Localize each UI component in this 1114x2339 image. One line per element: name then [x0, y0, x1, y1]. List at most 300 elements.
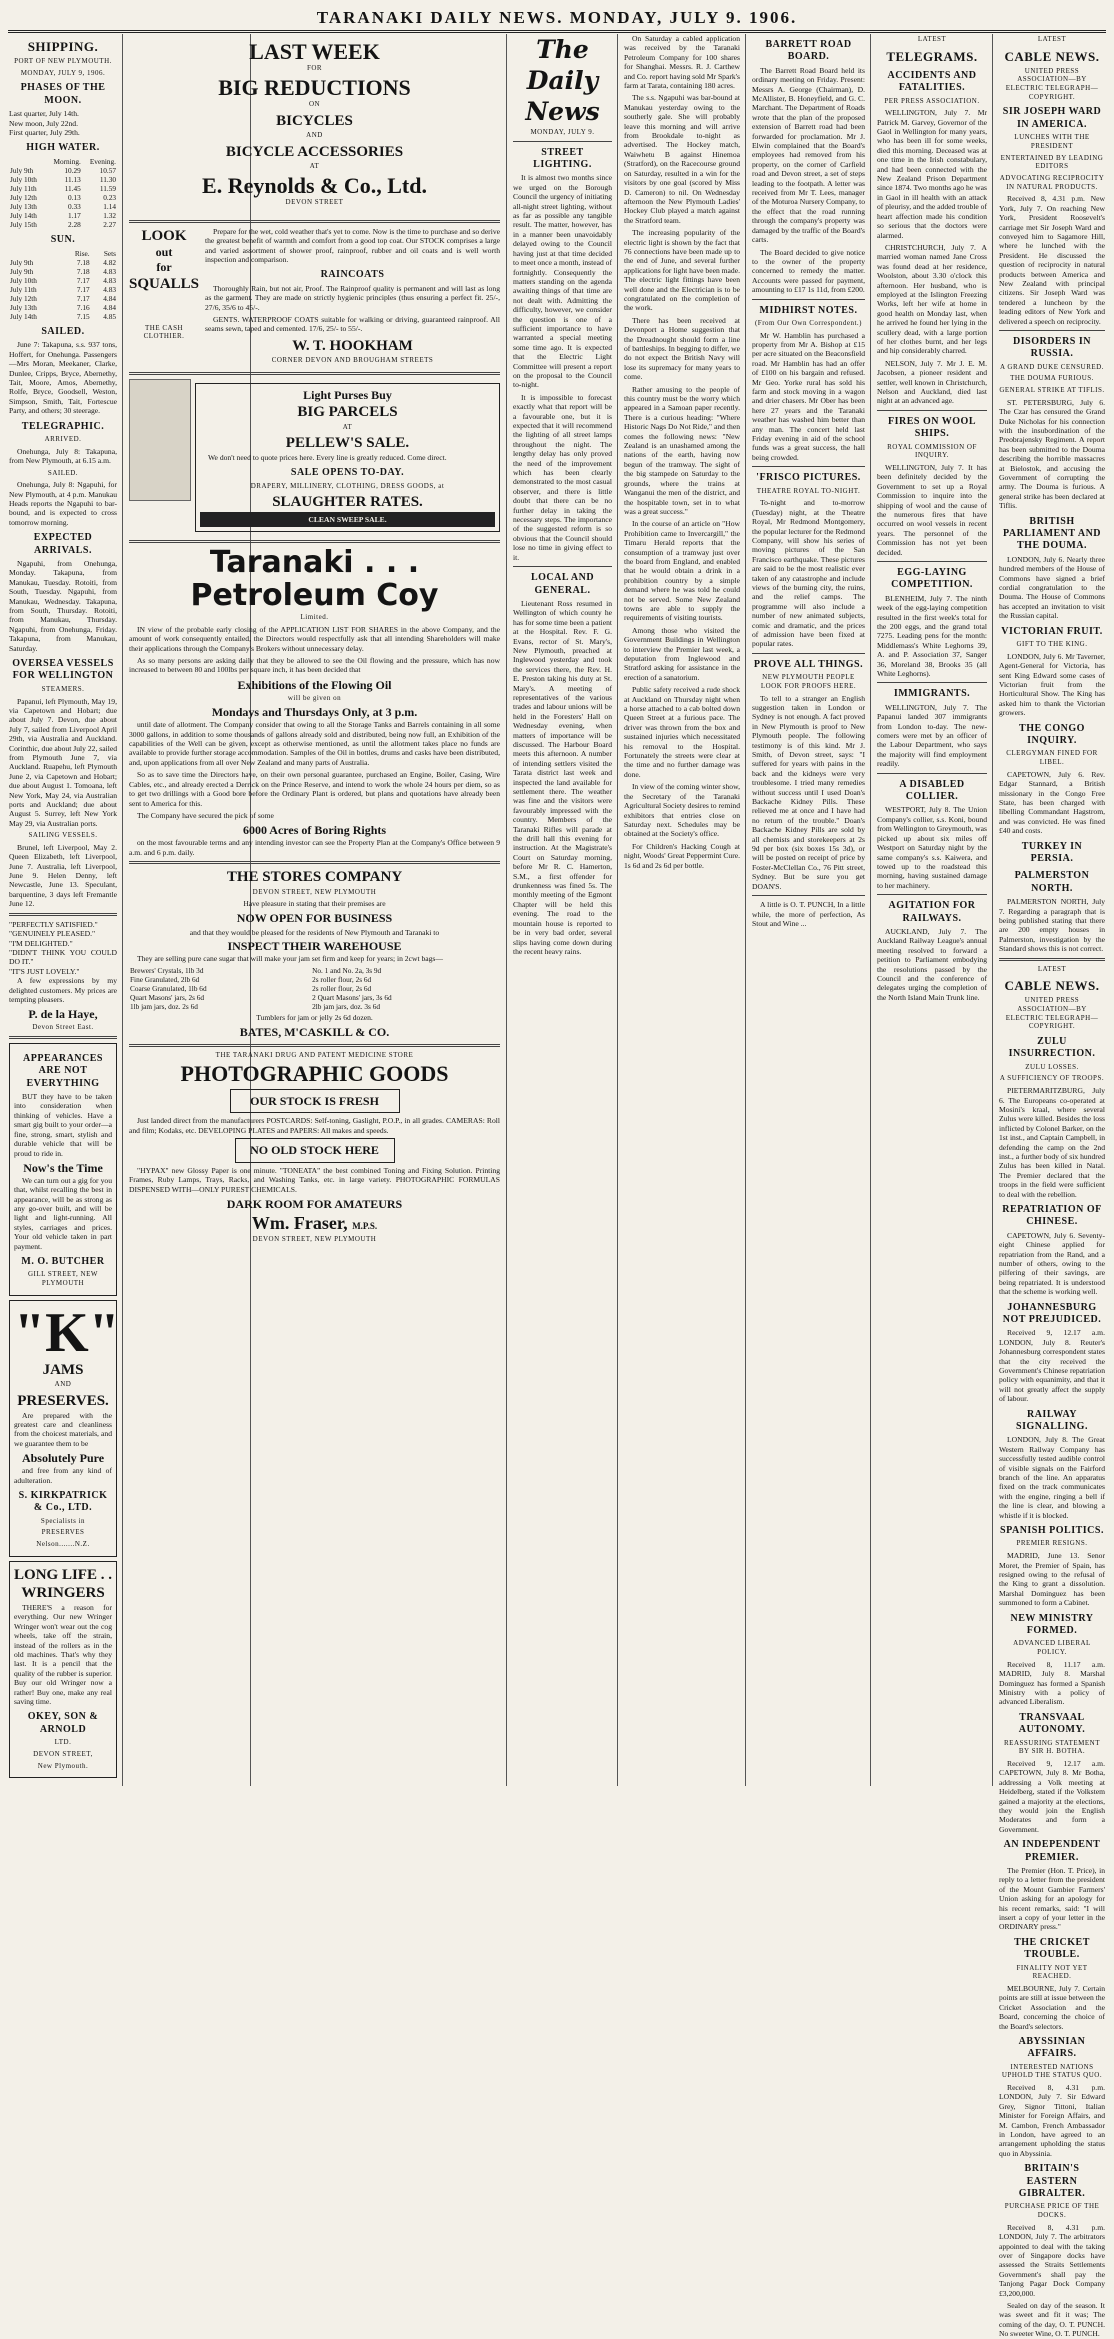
- text-block: July 13th: [10, 202, 37, 212]
- text-block: FIRES ON WOOL SHIPS.: [888, 415, 976, 440]
- column-local: [619, 34, 745, 1786]
- text-block: LATEST: [917, 35, 947, 43]
- telegrams-title: TELEGRAMS.: [886, 48, 978, 64]
- text-block: July 9th: [10, 266, 34, 276]
- text-block: OUR STOCK IS FRESH: [230, 1089, 400, 1114]
- text-block: THE CONGO INQUIRY.: [1019, 722, 1085, 746]
- text-block: As so many persons are asking daily that they be allowed to see the Oil flowing and the pressure, which has now increased to between 80 and 100lbs per square inch, it has been decided that: [129, 656, 500, 675]
- editorial-date: MONDAY, JULY 9.: [530, 128, 595, 136]
- text-block: on the most favourable terms and any intending investor can see the Property Plan at the Company's Office between 9 a.m. and 6 p.m. daily.: [129, 838, 500, 857]
- text-block: New Plymouth.: [37, 1761, 89, 1770]
- table-row: [9, 166, 117, 175]
- text-block: PIETERMARITZBURG, July 6. The Europeans co-operated at Mosini's kraal, where several Zulus were killed. Besides the loss inflicted by Colonel Barker, on the 1st inst., and Captain Campbell, in defending the camp on the 2nd inst., a further body of six hundred Zulus has been killed in Natal. The Premier declared that the troops in the field were sufficient to deal with the rebellion.: [999, 1086, 1105, 1199]
- text-block: Received 8, 11.17 a.m. MADRID, July 8. Marshal Dominguez has formed a Spanish Ministry with a policy of advanced Liberalism.: [999, 1659, 1105, 1707]
- sun-title: SUN.: [50, 234, 76, 246]
- text-block: 4.83: [103, 275, 116, 285]
- text-block: APPEARANCES ARE NOT EVERYTHING: [23, 1052, 103, 1089]
- text-block: July 11th: [10, 183, 37, 193]
- steamers-title: STEAMERS.: [41, 684, 85, 693]
- text-block: [9, 157, 45, 166]
- text-block: will be given on: [287, 693, 342, 702]
- text-block: LUNCHES WITH THE PRESIDENT: [1014, 133, 1090, 150]
- news-paragraph: On Saturday a cabled application was received by the Taranaki Petroleum Company for 100 shares for Shanghai. Messrs. R. J. Carthew and Co. report having sold Mr Spark's farm at Tarata, containing 180 acres.: [624, 34, 740, 91]
- expected-text: Ngapuhi, from Onehunga, Monday. Takapuna, from Manukau, Tuesday. Rotoiti, from South, Tuesday. Ngapuhi, from Manukau, Wednesday. Takapuna, from South, Thursday. Rotoiti, from Manukau, Thursday. Ngapuhi, from Onehunga, Friday. Takapuna, from Manukau, Saturday.: [9, 558, 117, 653]
- text-block: A little is O. T. PUNCH, In a little while, the more of perfection, As Stout and Wine ...: [752, 900, 865, 928]
- text-block: The Board decided to give notice to the owner of the property concerned to remedy the matter. Accounts were passed for payment, amounting to £17 1s 11d, from £200.: [752, 247, 865, 295]
- table-row: [129, 975, 500, 984]
- text-block: UNITED PRESS ASSOCIATION—BY ELECTRIC TELEGRAPH—COPYRIGHT.: [1005, 66, 1099, 101]
- barrett-title: BARRETT ROAD BOARD.: [765, 39, 852, 63]
- text-block: 7.17: [76, 275, 90, 285]
- text-block: PALMERSTON NORTH, July 7. Regarding a paragraph that is being published stating that there are 200 empty houses in Palmerston, investigation by the Standard shows this is not correct.: [999, 897, 1105, 954]
- text-block: E. Reynolds & Co., Ltd.: [202, 173, 427, 199]
- text-block: THERE'S a reason for everything. Our new Wringer Wringer won't wear out the cog wheels, take off the strain, instead of the rollers as in the old machines. That's why they last. It is a pencil that the quality of the rubber is superior. Buy our old Wringer now a rather! Buy one, make any real saving time.: [14, 1602, 112, 1706]
- text-block: REPATRIATION OF CHINESE.: [1002, 1204, 1102, 1228]
- text-block: LONDON, July 6. Nearly three hundred members of the House of Commons have signed a brief cordial congratulation to the Douma. The House of Commons has accepted an invitation to visit the Russian capital.: [999, 554, 1105, 621]
- column-barrett: [747, 34, 870, 1786]
- text-block: ADVOCATING RECIPROCITY IN NATURAL PRODUCTS.: [999, 173, 1105, 191]
- text-block: TURKEY IN PERSIA.: [1021, 840, 1083, 864]
- masthead-rule: [8, 30, 1106, 33]
- text-block: Received 8, 4.31 p.m. New York, July 7. On reaching New York, President Roosevelt's carriage met Sir Joseph Ward and conveyed him to Sagamore Hill, where he lunched with the President. He discussed the question of reciprocity in natural products between America and New Zealand with principal citizens. Sir Joseph Ward was tendered a luncheon by the leading editors of New York and delivered a speech on reciprocity.: [999, 194, 1105, 326]
- text-block: JAMS: [42, 1361, 84, 1378]
- table-row: [129, 993, 500, 1002]
- news-paragraph: The increasing popularity of the electric light is shown by the fact that 76 connections have been made up to the end of June, and several further applications for light have been made. The electric light fittings have been well done and the Electrician is to be congratulated on the completion of the work.: [624, 228, 740, 313]
- text-block: NEW PLYMOUTH PEOPLE LOOK FOR PROOFS HERE.: [760, 673, 857, 690]
- text-block: DISORDERS IN RUSSIA.: [1013, 335, 1091, 360]
- table-row: [129, 984, 500, 993]
- text-block: July 11th: [10, 284, 37, 294]
- text-block: IMMIGRANTS.: [893, 688, 971, 700]
- text-block: 4.82: [103, 257, 116, 267]
- table-row: [9, 312, 117, 321]
- moon-phase: Last quarter, July 14th.: [9, 109, 79, 119]
- text-block: PURCHASE PRICE OF THE DOCKS.: [1004, 2202, 1100, 2220]
- text-block: 4.84: [103, 302, 116, 312]
- text-block: "GENUINELY PLEASED.": [9, 929, 96, 939]
- text-block: July 9th: [10, 257, 34, 267]
- text-block: DEVON STREET,: [33, 1749, 93, 1758]
- text-block: We can turn out a gig for you that, whilst recalling the best in appearance, will be as strong as any go-over built, and will be light and light-running. All styles, carriages and prices. Your old vehicle taken in part payment.: [14, 1175, 112, 1251]
- text-block: WELLINGTON, July 7. It has been definitely decided by the Government to set up a Royal Commission to inquire into the shipping of wool and the cause of the numerous fires that have occurred on wool vessels in recent years. The personnel of the Commission has not yet been decided.: [877, 462, 987, 557]
- arrived-text: Onehunga, July 8: Takapuna, from New Plymouth, at 6.15 a.m.: [9, 446, 117, 466]
- text-block: ST. PETERSBURG, July 6. The Czar has censured the Grand Duke Nicholas for his connection with the insubordination of the Preobrajensky Regiment. A report has been submitted to the Douma describing the horrible massacres at Bielostok, and accusing the Government of corrupting the army. The Douma is furious. A general strike has been declared at Tiflis.: [999, 397, 1105, 511]
- text-block: Received 9, 12.17 a.m. CAPETOWN, July 8. Mr Botha, addressing a Volk meeting at Heidelberg, stated if the Volkstem gained a majority at the elections, they would join the English Moderates and form a Government.: [999, 1758, 1105, 1834]
- frisco-title: 'FRISCO PICTURES.: [756, 472, 861, 484]
- text-block: WESTPORT, July 8. The Union Company's collier, s.s. Koni, bound from Wellington to Greymouth, was picked up about six miles off Westport on Saturday night by the same company's s.s. Kaiwera, and towed up to the roadstead this morning, having sustained damage to her machinery.: [877, 805, 987, 890]
- text-block: 7.15: [76, 311, 90, 321]
- table-row: [9, 211, 117, 220]
- text-block: Petroleum Coy: [190, 577, 439, 613]
- text-block: Nelson.......N.Z.: [36, 1540, 90, 1549]
- text-block: BATES, M'CASKILL & CO.: [239, 1024, 390, 1039]
- news-paragraph: There has been received at Devonport a Home suggestion that the Dreadnought should form a line of battleships. In begging to differ, we do not expect the British Navy will lose its supremacy for many years to come.: [624, 315, 740, 382]
- sailed-text: June 7: Takapuna, s.s. 937 tons, Hoffert, for Onehunga. Passengers—Mrs Moran, Meekaner, Clarke, Dunlee, Cripps, Bryce, Abernethy, Tait, Moore, Amos, Abernethy, Rolfe, Bryce, Goodsell, Weston, Simpson, Smith, Tait, Fortescue Party, and others; 30 steerage.: [9, 340, 117, 416]
- shipping-title: SHIPPING.: [27, 39, 99, 54]
- text-block: THE STORES COMPANY: [226, 869, 403, 885]
- expected-title: EXPECTED ARRIVALS.: [33, 532, 93, 556]
- text-block: REASSURING STATEMENT BY SIR H. BOTHA.: [1004, 1738, 1100, 1756]
- sailing-text: Brunel, left Liverpool, May 2. Queen Elizabeth, left Liverpool, June 7. Australia, left Liverpool, June 9. Helen Denny, left Newcastle, June 13. Speculant, barquentine, 3 days left Fremantle June 12.: [9, 842, 117, 909]
- text-block: NO OLD STOCK HERE: [235, 1138, 395, 1163]
- text-block: RAILWAY SIGNALLING.: [1016, 1408, 1088, 1433]
- text-block: BLENHEIM, July 7. The ninth week of the egg-laying competition resulted in the first week's total for the 200 eggs, and the grand total 7275. Leading pens for the month: Middlemass's White Leghorns 39, A. and P. Association 37, Sanger 36, Moreland 38, Brooks 35 (all White Leghorns).: [877, 593, 987, 679]
- text-block: 4.83: [103, 266, 116, 276]
- text-block: for: [156, 260, 172, 275]
- text-block: ZULU LOSSES.: [1025, 1062, 1079, 1071]
- telegraphic-title: TELEGRAPHIC.: [21, 420, 105, 432]
- text-block: Quart Masons' jars, 2s 6d: [130, 993, 205, 1003]
- text-block: Rise.: [74, 248, 90, 258]
- text-block: 11.45: [64, 183, 81, 193]
- text-block: ACCIDENTS AND FATALITIES.: [887, 69, 977, 94]
- text-block: "DIDN'T THINK YOU COULD DO IT.": [9, 947, 117, 967]
- stores-price-table: [129, 966, 500, 1011]
- prove-title: PROVE ALL THINGS.: [753, 658, 864, 670]
- text-block: July 13th: [10, 302, 37, 312]
- column-rule: [745, 34, 746, 1786]
- text-block: No. 1 and No. 2a, 3s 9d: [312, 966, 382, 976]
- photographic-ad: [129, 1051, 500, 1244]
- text-block: July 15th: [10, 220, 37, 230]
- high-water-table: [9, 157, 117, 229]
- text-block: A GRAND DUKE CENSURED.: [1000, 362, 1104, 371]
- text-block: LOOK: [141, 227, 187, 244]
- text-block: 11.13: [64, 174, 81, 184]
- news-paragraph: Public safety received a rude shock at Auckland on Thursday night when a horse attached to a cab bolted down Queen Street at a furious pace. The driver was thrown from the box and sustained injuries which necessitated his removal to the Hospital. Fortunately the streets were clear at the time and no further damage was done.: [624, 685, 740, 779]
- table-row: [9, 258, 117, 267]
- text-block: AND: [306, 131, 323, 140]
- table-row: [9, 220, 117, 229]
- text-block: M. O. BUTCHER: [21, 1256, 105, 1268]
- text-block: PRESERVES: [41, 1528, 85, 1537]
- port-name: PORT OF NEW PLYMOUTH.: [14, 57, 112, 66]
- text-block: M.P.S.: [352, 1221, 378, 1232]
- text-block: SPANISH POLITICS.: [1000, 1525, 1104, 1537]
- news-paragraph: For Children's Hacking Cough at night, Woods' Great Peppermint Cure. 1s 6d and 2s 6d per bottle.: [624, 841, 740, 870]
- text-block: ZULU INSURRECTION.: [1008, 1036, 1096, 1060]
- text-block: Devon Street East.: [32, 1023, 94, 1032]
- text-block: GENTS. WATERPROOF COATS suitable for walking or driving, guaranteed rainproof. All seams sewn, taped and cemented. 17/6, 25/- to 55/-.: [205, 315, 500, 334]
- text-block: Coarse Granulated, 1lb 6d: [130, 984, 207, 994]
- text-block: Brewers' Crystals, 1lb 3d: [130, 966, 204, 976]
- text-block: AGITATION FOR RAILWAYS.: [888, 900, 976, 924]
- news-paragraph: Among those who visited the Government Buildings in Wellington to interview the Premier last week, a deputation from Inglewood and Stratford asking for assistance in the erection of a sanatorium.: [624, 625, 740, 682]
- column-cable-news: [994, 34, 1110, 2339]
- pellew-ad: [129, 379, 500, 536]
- text-block: Received 8, 4.31 p.m. LONDON, July 7. Sir Edward Grey, Signor Tittoni, Italian Minister for Foreign Affairs, and M. Cambon, French Ambassador in London, have agreed to an arrangement upholding the status quo in Abyssinia.: [999, 2083, 1105, 2158]
- text-block: THE CRICKET TROUBLE.: [1014, 1936, 1090, 1961]
- haye-ad: [9, 920, 117, 1032]
- text-block: Prepare for the wet, cold weather that's yet to come. Now is the time to purchase and so derive the greatest benefit of warmth and comfort from a good top coat. Our STOCK comprises a large and varied assortment of shower proof, rainproof, rubber and oil coats and is well worth inspection and comparison.: [205, 226, 500, 265]
- column-rule: [617, 34, 618, 1786]
- news-paragraph: In view of the coming winter show, the Secretary of the Taranaki Agricultural Society desires to remind exhibitors that entries close on Saturday next. Schedules may be obtained at the Society's office.: [624, 782, 740, 839]
- petroleum-ad: [129, 547, 500, 857]
- text-block: FOR: [306, 64, 323, 73]
- text-block: "I'M DELIGHTED.": [9, 938, 73, 948]
- text-block: They are selling pure cane sugar that will make your jam set firm and keep for years; in 2cwt bags—: [137, 953, 443, 963]
- news-paragraph: In the course of an article on "How Prohibition came to Invercargill," the Timaru Herald reports that the consumption of a tramway just over the board from England, and enabled that he would obtain a drink in a prohibition country by a simple demand where he was told he could not be served. Some New Zealand towns are able to supply the requirements of visiting tourists.: [624, 519, 740, 623]
- text-block: PRESERVES.: [17, 1393, 109, 1410]
- text-block: 4.84: [103, 293, 116, 303]
- text-block: Now's the Time: [23, 1160, 103, 1175]
- text-block: IN view of the probable early closing of the APPLICATION LIST FOR SHARES in the above Company, and the amount of work consequently entailed, the Directors would respectfully ask that all intending Shareholders will make their applications through the Company's Brokers without unnecessary delay.: [129, 624, 500, 653]
- text-block: WELLINGTON, July 7. Mr Patrick M. Garvey, Governor of the Gaol in Wellington for many years, who has been ill for some weeks, died this morning. Deceased was at one time in the Irish constabulary, and had been connected with the New Zealand Prison Department since 1874. Two months ago he was in Gaol in ill health with an attack of pleurisy, and the added trouble of heart affection made his condition so serious that the doctors were alarmed.: [877, 108, 987, 240]
- cable-news-title-2: CABLE NEWS.: [1004, 978, 1100, 994]
- sailed-title: SAILED.: [41, 325, 85, 337]
- text-block: AN INDEPENDENT PREMIER.: [1003, 1839, 1101, 1863]
- text-block: NOW OPEN FOR BUSINESS: [236, 910, 393, 925]
- column-editorial: [508, 34, 617, 1786]
- text-block: 0.23: [103, 193, 116, 203]
- text-block: [9, 249, 61, 258]
- text-block: Exhibitions of the Flowing Oil: [237, 677, 392, 692]
- text-block: RAINCOATS: [320, 269, 385, 281]
- table-row: [9, 193, 117, 202]
- text-block: 1.14: [103, 202, 116, 212]
- text-block: THEATRE ROYAL TO-NIGHT.: [756, 486, 861, 495]
- text-block: Wm. Fraser,: [251, 1213, 348, 1234]
- text-block: PER PRESS ASSOCIATION.: [884, 96, 980, 105]
- text-block: "IT'S JUST LOVELY.": [9, 966, 80, 976]
- text-block: PALMERSTON NORTH.: [1014, 870, 1090, 894]
- text-block: BIG PARCELS: [297, 404, 398, 421]
- text-block: AND: [54, 1380, 72, 1389]
- text-block: "K": [14, 1301, 120, 1364]
- text-block: LONG LIFE . . WRINGERS: [14, 1566, 112, 1602]
- text-block: LONDON, July 8. The Great Western Railway Company has successfully tested audible control of visible signals on the Fairford branch of the line. An apparatus fixed on the track communicates with the engine, ringing a bell if the line is clear, and blowing a whistle if it is blocked.: [999, 1435, 1105, 1520]
- sailed2-text: Onehunga, July 8: Ngapuhi, for New Plymouth, at 4 p.m. Manukau Heads reports the Ngapuhi to bar-bound, and is expected to cross tomorrow morning.: [9, 480, 117, 527]
- text-block: Thoroughly Rain, but not air, Proof. The Rainproof quality is permanent and will last as long as the garment. They are made on strictly hygienic principles (thus ensuring a perfect fit. 25/-, 27/6, 35/6 to 45/-.: [205, 283, 500, 312]
- text-block: ADVANCED LIBERAL POLICY.: [1013, 1639, 1091, 1657]
- text-block: "PERFECTLY SATISFIED.": [9, 919, 98, 929]
- text-block: 2.28: [68, 220, 81, 230]
- text-block: A DISABLED COLLIER.: [899, 778, 965, 803]
- column-rule: [992, 34, 993, 1786]
- moon-title: PHASES OF THE MOON.: [20, 82, 106, 106]
- text-block: A SUFFICIENCY OF TROOPS.: [999, 1074, 1105, 1083]
- text-block: Morning.: [53, 156, 81, 166]
- text-block: 2s roller flour, 2s 6d: [312, 975, 372, 985]
- text-block: CLERGYMAN FINED FOR LIBEL.: [1006, 749, 1098, 767]
- text-block: THE TARANAKI DRUG AND PATENT MEDICINE STORE: [215, 1050, 414, 1059]
- high-water-title: HIGH WATER.: [26, 142, 100, 154]
- moon-phase: First quarter, July 29th.: [9, 128, 80, 138]
- table-row: [129, 966, 500, 975]
- local-general-text: Lieutenant Ross resumed in Wellington of which county he has for some time been a patient at the Hospital. Rev. F. G. Evans, rector of St. Mary's, New Plymouth, preached at Inglewood yesterday and took the services there, the Rev. H. E. Preston taking his duty at St. Mary's. A meeting of representatives of the various trades and labour unions will be held in the Foresters' Hall on Wednesday evening, when matters of importance will be discussed. The Harbour Board meets this afternoon. A number of intending settlers visited the Tarata district last week and inspected the land available for settlement there. The weather was fine and the visitors were favourably impressed with the country. Members of the Taranaki Rifles will parade at the drill hall this evening for instruction. At the Magistrate's Court on Saturday morning, before Mr R. C. Hamerton, S.M., a first offender for drunkenness was fined 5s. The monthly meeting of the Egmont Chapter will be held this evening. The road to the mountain house is reported to be in very bad order, several slips having come down during the recent heavy rains.: [513, 598, 612, 956]
- text-block: 10.57: [99, 165, 116, 175]
- text-block: S. KIRKPATRICK & Co., LTD.: [18, 1489, 108, 1514]
- butcher-ad: [9, 1043, 117, 1296]
- text-block: To-night and to-morrow (Tuesday) night, at the Theatre Royal, Mr Redmond Montgomery, the popular lecturer for the Redmond Company, will show his series of moving pictures of the San Francisco earthquake. These pictures are said to be the most realistic ever taken of any catastrophe and include views of the burning city, the ruins, and the relief camps. The programme will also include a number of new animated subjects, comic and dramatic, and the prices of admission have been fixed at popular rates.: [752, 498, 865, 649]
- text-block: 0.13: [68, 193, 81, 203]
- column-shipping: [4, 34, 122, 1786]
- text-block: BIG REDUCTIONS: [218, 74, 411, 100]
- text-block: BRITISH PARLIAMENT AND THE DOUMA.: [1002, 515, 1102, 552]
- text-block: INTERESTED NATIONS UPHOLD THE STATUS QUO.: [1001, 2062, 1103, 2080]
- text-block: ABYSSINIAN AFFAIRS.: [1018, 2035, 1086, 2060]
- text-block: Are prepared with the greatest care and cleanliness from the choicest materials, and we guarantee them to be: [14, 1410, 112, 1448]
- text-block: SIR JOSEPH WARD IN AMERICA.: [1002, 106, 1102, 130]
- text-block: MADRID, June 13. Senor Moret, the Premier of Spain, has resigned owing to the refusal of the King to grant a dissolution. Marshal Dominguez has been summoned to form a Cabinet.: [999, 1551, 1105, 1608]
- table-row: [129, 1002, 500, 1011]
- text-block: AUCKLAND, July 7. The Auckland Railway League's annual meeting resolved to forward a petition to Parliament embodying the resolutions passed by the Council and the conference of delegates urging the completion of the North Island Main Trunk line.: [877, 926, 987, 1002]
- text-block: PELLEW'S SALE.: [285, 435, 410, 452]
- news-paragraph: The s.s. Ngapuhi was bar-bound at Manukau yesterday owing to the southerly gale. She will probably leave this morning and will arrive from Brookdale to-night as advertised. The Hockey match, Waiwhetu B against Hinemoa (Stratford), on the Racecourse ground on Saturday, resulted in a win for the visitors by one goal (scored by Miss D. Cameron) to nil. On Wednesday afternoon the New Plymouth Ladies' Hockey Club played a match against the Stratford team.: [624, 93, 740, 225]
- text-block: 1lb jam jars, doz. 2s 6d: [130, 1002, 198, 1012]
- text-block: Limited.: [300, 613, 329, 622]
- editorial-paragraph: It is almost two months since we urged on the Borough Council the urgency of initiating all-night street lighting, without as far as possible any tangible result. The matter, however, has in a manner been unavoidably delayed owing to the Council having just at that time decided to meet once a month, instead of fortnightly. Consequently the matters standing on the agenda awaiting things of that time are not dealt with. Admitting the difficulty, however, we consider the question is one of a sufficient importance to have warranted a special meeting some time ago. It is expected that the Electric Light Committee will present a report on the proposal to the Council to-night.: [513, 173, 612, 390]
- cable-news-title: CABLE NEWS.: [1004, 48, 1100, 64]
- text-block: GILL STREET, NEW PLYMOUTH: [27, 1270, 98, 1288]
- text-block: 4.85: [103, 311, 116, 321]
- text-block: Sealed on day of the season. It was sweet and fit it was; The coming of the day, O. T. PUNCH. No sweeter Wine, O. T. PUNCH.: [999, 2301, 1105, 2339]
- text-block: 2 Quart Masons' jars, 3s 6d: [312, 993, 392, 1003]
- text-block: GIFT TO THE KING.: [1016, 640, 1088, 649]
- masthead: TARANAKI DAILY NEWS. MONDAY, JULY 9. 1906.: [316, 8, 798, 27]
- text-block: 7.16: [76, 302, 90, 312]
- text-block: Mondays and Thursdays Only, at 3 p.m.: [211, 705, 418, 720]
- text-block: SLAUGHTER RATES.: [272, 494, 423, 511]
- text-block: EGG-LAYING COMPETITION.: [891, 567, 973, 591]
- text-block: INSPECT THEIR WAREHOUSE: [227, 938, 402, 953]
- text-block: Have pleasure in stating that their premises are: [243, 899, 386, 909]
- text-block: PHOTOGRAPHIC GOODS: [180, 1061, 449, 1087]
- text-block: July 12th: [10, 193, 37, 203]
- text-block: 7.18: [76, 266, 90, 276]
- text-block: OKEY, SON & ARNOLD: [27, 1711, 99, 1735]
- sailed-subtitle: SAILED.: [47, 468, 79, 477]
- text-block: CLEAN SWEEP SALE.: [200, 512, 495, 527]
- text-block: CAPETOWN, July 6. Seventy-eight Chinese applied for repatriation from the Rand, and a number of others, owing to the pilfering of their savings, are being repatriated. It is understood that the scheme is working well.: [999, 1230, 1105, 1297]
- column-rule: [870, 34, 871, 1786]
- text-block: THE CASH CLOTHIER.: [143, 323, 185, 341]
- text-block: 1.17: [68, 211, 81, 221]
- street-lighting-title: STREET LIGHTING.: [533, 146, 592, 171]
- text-block: NEW MINISTRY FORMED.: [1010, 1612, 1094, 1636]
- text-block: Evening.: [89, 156, 116, 166]
- hookham-ad: [129, 227, 500, 368]
- shipping-date: MONDAY, JULY 9, 1906.: [20, 68, 106, 77]
- text-block: A few expressions by my delighted customers. My prices are tempting pleasers.: [9, 976, 117, 1004]
- midhirst-title: MIDHIRST NOTES.: [759, 304, 858, 316]
- text-block: The Company have secured the pick of some: [137, 810, 274, 820]
- table-row: [9, 285, 117, 294]
- text-block: 7.18: [76, 257, 90, 267]
- sailing-title: SAILING VESSELS.: [28, 831, 98, 840]
- text-block: July 10th: [10, 275, 37, 285]
- news-paragraph: Rather amusing to the people of this country must be the worry which appeared in a Samoan paper recently. There is a curious heading: "Where Historic Nags Do Not Ride," and then comes the following news: "New Zealand is an unashamed among the nations of the earth, having now begun of the tramway. The sight of the big stampede on Saturday to the grounds, where the trains at Wanganui the men of the district, and the hospitable town, set in to what was a great success.": [624, 384, 740, 516]
- text-block: To tell to a stranger an English suggestion taken in London or Sydney is not enough. A fact proved in New Plymouth is proof to New Plymouth people. The following testimony is of this kind. Mr J. Smith, of Devon street, says: "I suffered for years with pains in the back and the kidneys were very troublesome. I tried many remedies without success until I used Doan's Backache Kidney Pills. These relieved me at once and I have had no return of the trouble." Doan's Backache Kidney Pills are sold by all chemists and storekeepers at 2s 9d per box (six boxes 15s 3d), or will be posted on receipt of price by Foster-McClellan Co., 76 Pitt street, Sydney. But be sure you get DOAN'S.: [752, 693, 865, 891]
- text-block: Mr W. Hamblin has purchased a property from Mr A. Bishop at £15 per acre situated on the Beaconsfield road. Mr Hamblin has had an offer of £100 on his bargain and refused. Mr Geo. Yorke rural has sold his farm and stock moving in a wagon and drier chasers. Mr Ober has been here 27 years and the Taranaki weather has washed him better than any man. The concert held last Friday evening in aid of the school funds was a great success, the hall being crowded.: [752, 330, 865, 462]
- text-block: 7.17: [76, 293, 90, 303]
- oversea-title: OVERSEA VESSELS FOR WELLINGTON: [12, 658, 114, 682]
- text-block: VICTORIAN FRUIT.: [1001, 625, 1103, 637]
- text-block: 2.27: [103, 220, 116, 230]
- moon-phase: New moon, July 22nd.: [9, 118, 78, 128]
- text-block: "HYPAX" new Glossy Paper is one minute. "TONEATA" the best combined Toning and Fixing Solution. Printing Frames, Ruby Lamps, Trays, Racks, and Washing Tanks, etc. in large variety. PHOTOGRAPHIC FORMULAS DISPENSED WITH—ONLY PUREST CHEMICALS.: [129, 1166, 500, 1194]
- text-block: 11.30: [99, 174, 116, 184]
- table-row: [9, 276, 117, 285]
- sun-table: [9, 249, 117, 321]
- column-rule: [506, 34, 507, 1786]
- text-block: LTD.: [54, 1738, 72, 1747]
- text-block: Tumblers for jam or jelly 2s 6d dozen.: [256, 1013, 373, 1023]
- text-block: DEVON STREET, NEW PLYMOUTH: [252, 1235, 377, 1244]
- text-block: July 14th: [10, 311, 37, 321]
- text-block: BICYCLES: [276, 112, 353, 129]
- text-block: July 14th: [10, 211, 37, 221]
- text-block: July 9th: [10, 165, 34, 175]
- text-block: out: [155, 245, 173, 260]
- text-block: W. T. HOOKHAM: [292, 337, 413, 354]
- table-row: [9, 267, 117, 276]
- text-block: 4.83: [103, 284, 116, 294]
- text-block: BICYCLE ACCESSORIES: [225, 143, 404, 160]
- table-row: [9, 294, 117, 303]
- text-block: BRITAIN'S EASTERN GIBRALTER.: [1018, 2163, 1086, 2200]
- text-block: 6000 Acres of Boring Rights: [242, 823, 387, 838]
- text-block: (From Our Own Correspondent.): [754, 318, 863, 327]
- text-block: Absolutely Pure: [21, 1451, 105, 1466]
- k-jams-ad: [9, 1300, 120, 1557]
- text-block: LAST WEEK: [249, 39, 380, 64]
- text-block: 1.32: [103, 211, 116, 221]
- text-block: MELBOURNE, July 7. Certain points are still at issue between the Cricket Association and the Board, concerning the choice of the Board's selectors.: [999, 1983, 1105, 2031]
- text-block: DEVON STREET: [285, 198, 344, 207]
- text-block: CAPETOWN, July 6. Rev. Edgar Stannard, a British missionary in the Congo Free State, has been charged with libelling Commandant Hagstrom, and was convicted. He was fined £40 and costs.: [999, 769, 1105, 836]
- text-block: until date of allotment. The Company consider that owing to all the Storage Tanks and Barrels containing in all some 3000 gallons, in addition to some thousands of gallons already sold and distributed, being now full, an Exhibition of the capabilities of the Well can be given, except as otherwise mentioned, as until the allotment takes place no funds are available to provide further storage accommodation. Samples of the Oil in bottles, drums and casks have been distributed, and, upon applications from all over New Zealand and many parts of Australia.: [129, 720, 500, 767]
- wringers-ad: [9, 1561, 117, 1778]
- text-block: Taranaki . . .: [209, 545, 420, 581]
- text-block: CHRISTCHURCH, July 7. A married woman named Jane Cross was found dead at her residence, Woolston, about 3.30 o'clock this afternoon. Her husband, who is employed at the Islington Freezing Works, left her wife at home in good health on Monday last, when he arrived he found her lying in the scullery dead, with a large portion of her clothes burnt, and her legs and hip considerably charred.: [877, 242, 987, 356]
- text-block: LONDON, July 6. Mr Taverner, Agent-General for Victoria, has sent King Edward some cases of Victorian fruit from the Horticultural Show. The King has asked him to thank the Victorian growers.: [999, 651, 1105, 718]
- text-block: 2s roller flour, 2s 6d: [312, 984, 372, 994]
- text-block: AT: [342, 422, 353, 431]
- stores-ad: [129, 868, 500, 1040]
- table-row: [9, 184, 117, 193]
- text-block: 10.29: [64, 165, 81, 175]
- text-block: THE DOUMA FURIOUS.: [1010, 374, 1094, 383]
- text-block: NELSON, July 7. Mr J. E. M. Jacobsen, a pioneer resident and settler, well known in Christchurch, Nelson and Auckland, died last night at an advanced age.: [877, 358, 987, 406]
- pellew-illustration: [129, 379, 191, 501]
- text-block: LATEST: [1037, 35, 1067, 43]
- text-block: ROYAL COMMISSION OF INQUIRY.: [887, 442, 977, 460]
- text-block: WELLINGTON, July 7. The Papanui landed 307 immigrants from London to-day. The new-comers were met by an officer of the Labour Department, who says the majority will find employment readily.: [877, 702, 987, 769]
- text-block: 7.17: [76, 284, 90, 294]
- text-block: ON: [308, 99, 321, 108]
- editorial-title: The Daily News: [525, 35, 600, 126]
- text-block: 11.59: [99, 183, 116, 193]
- text-block: July 12th: [10, 293, 37, 303]
- text-block: Received 8, 4.31 p.m. LONDON, July 7. The arbitrators appointed to deal with the taking over of Singapore docks have assessed the Straits Settlements Government's shall pay the Tanjong Pagar Dock Company £3,200,000.: [999, 2222, 1105, 2298]
- text-block: PREMIER RESIGNS.: [1016, 1539, 1088, 1548]
- text-block: We don't need to quote prices here. Every line is greatly reduced. Come direct.: [208, 452, 447, 462]
- editorial-paragraph: It is impossible to forecast exactly what that report will be a favourable one, but it is expected that it will recommend the lighting of all street lamps throughout the night. The lengthy delay has only proved the need of the improvement which has been clearly demonstrated to the most casual observer, and there is little doubt that there can be no further delay in taking the necessary steps. The importance of the suggested reform is so obvious that the Council should lose no time in giving effect to it.: [513, 392, 612, 562]
- text-block: Fine Granulated, 2lb 6d: [130, 975, 200, 985]
- text-block: Sets: [103, 248, 116, 258]
- text-block: FINALITY NOT YET REACHED.: [1016, 1963, 1088, 1981]
- column-rule: [122, 34, 123, 1786]
- text-block: The Barrett Road Board held its ordinary meeting on Friday. Present: Messrs A. George (Chairman), D. McAllister, B. Honeyfield, and G. C. Marchant. The Department of Roads wrote that the plan of the proposed extension of Barrett road had been forwarded for proclamation. Mr J. Elwin complained that the Board's employees had removed from his property, on the corner of Carfield road and Devon street, a set of steps leading to the footpath. A letter was received from Mr T. Lees, manager of the Moturoa Nursery Company, to the effect that the road running through the company's property was damaged by the traffic of the Board's carts.: [752, 65, 865, 245]
- text-block: Received 9, 12.17 a.m. LONDON, July 8. Reuter's Johannesburg correspondent states that the city received the Government's Chinese repatriation policy with equanimity, and that it will not greatly affect the supply of labour.: [999, 1328, 1105, 1404]
- table-row: [9, 175, 117, 184]
- table-row: [9, 303, 117, 312]
- text-block: AT: [309, 162, 320, 171]
- text-block: ENTERTAINED BY LEADING EDITORS: [1000, 153, 1104, 171]
- arrived-title: ARRIVED.: [44, 435, 82, 444]
- text-block: Light Purses Buy: [303, 388, 392, 403]
